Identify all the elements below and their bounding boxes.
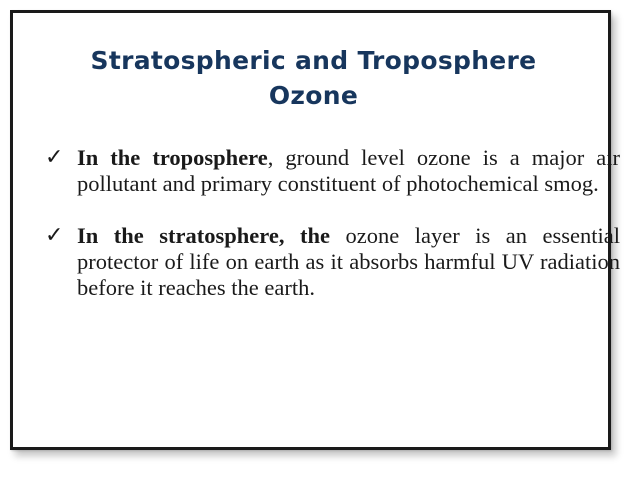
slide-frame bbox=[10, 10, 620, 450]
bullet-lead-text: In the stratosphere, the bbox=[77, 223, 330, 248]
bullet-list bbox=[45, 145, 620, 301]
bullet-body-text: , ground level ozone is a major air pollutant and primary constituent of photochemical smog. bbox=[77, 145, 620, 196]
bullet-lead-text: In the troposphere bbox=[77, 145, 268, 170]
bullet-item-stratosphere bbox=[45, 223, 620, 301]
checkmark-icon: ✓ bbox=[45, 145, 64, 170]
slide-title-line-1: Stratospheric and Troposphere bbox=[90, 46, 537, 75]
slide-title bbox=[13, 43, 614, 113]
bullet-item-troposphere bbox=[45, 145, 620, 197]
slide-title-line-2: Ozone bbox=[268, 81, 359, 110]
checkmark-icon: ✓ bbox=[45, 223, 64, 248]
bullet-body-text: ozone layer is an essential protector of life on earth as it absorbs harmful UV radiation before it reaches the earth. bbox=[77, 223, 620, 300]
